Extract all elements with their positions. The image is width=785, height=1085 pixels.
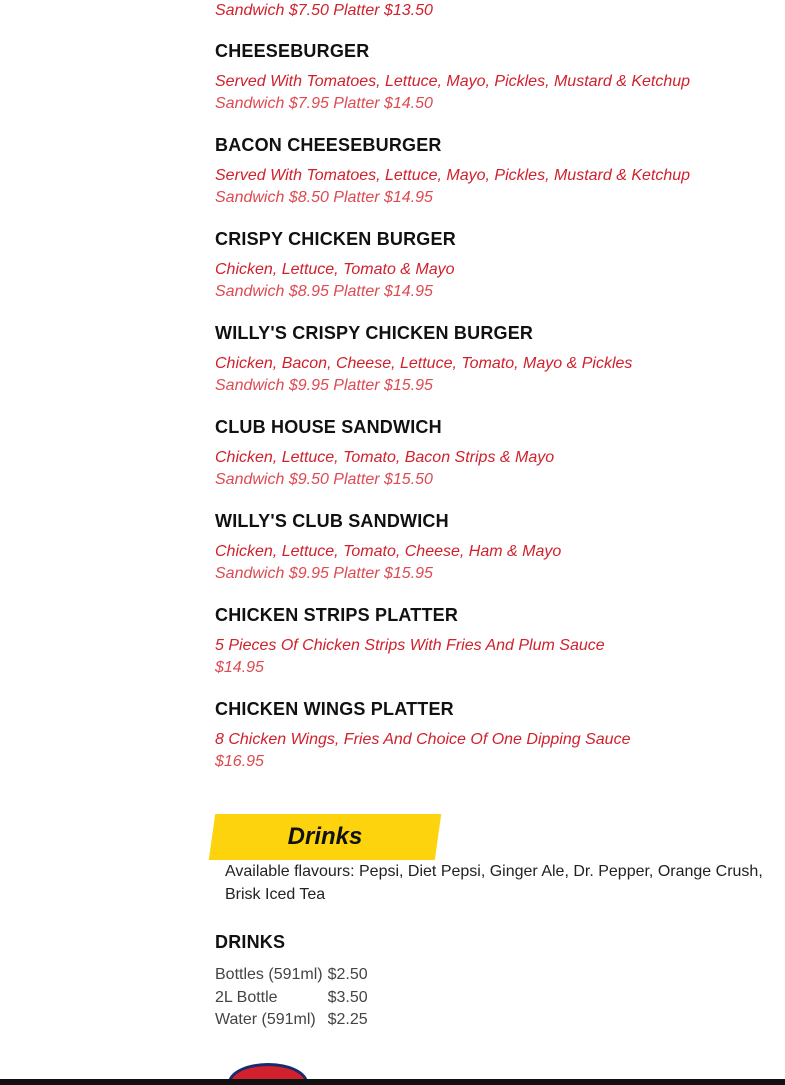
menu-item-description: Chicken, Lettuce, Tomato, Cheese, Ham & Mayo [215, 543, 562, 560]
menu-item-price: Sandwich $9.95 Platter $15.95 [215, 377, 433, 394]
drink-name: Bottles (591ml) [215, 966, 323, 983]
menu-item [215, 509, 775, 585]
table-row [215, 987, 368, 1010]
menu-item-price: Sandwich $8.95 Platter $14.95 [215, 283, 433, 300]
menu-list [215, 39, 775, 791]
menu-item-title: CLUB HOUSE SANDWICH [215, 417, 442, 437]
menu-item [215, 227, 775, 303]
table-row [215, 964, 368, 987]
drinks-flavours-text: Available flavours: Pepsi, Diet Pepsi, Ginger Ale, Dr. Pepper, Orange Crush, Brisk Iced Tea [225, 863, 763, 903]
drinks-banner-label: Drinks [287, 823, 363, 850]
menu-item-description: 5 Pieces Of Chicken Strips With Fries And Plum Sauce [215, 637, 605, 654]
menu-item-price: $14.95 [215, 659, 264, 676]
previous-item-price: Sandwich $7.50 Platter $13.50 [215, 2, 433, 19]
menu-item-price: Sandwich $9.95 Platter $15.95 [215, 565, 433, 582]
drink-price: $3.50 [327, 988, 368, 1006]
drinks-section-title: DRINKS [215, 932, 286, 952]
menu-item-title: CRISPY CHICKEN BURGER [215, 229, 456, 249]
menu-item-description: 8 Chicken Wings, Fries And Choice Of One Dipping Sauce [215, 731, 631, 748]
menu-item-description: Chicken, Bacon, Cheese, Lettuce, Tomato, Mayo & Pickles [215, 355, 633, 372]
table-row [215, 1009, 368, 1032]
menu-item [215, 133, 775, 209]
menu-item [215, 697, 775, 773]
menu-item [215, 321, 775, 397]
menu-item-description: Served With Tomatoes, Lettuce, Mayo, Pickles, Mustard & Ketchup [215, 167, 691, 184]
menu-item-description: Chicken, Lettuce, Tomato & Mayo [215, 261, 455, 278]
menu-item-price: Sandwich $9.50 Platter $15.50 [215, 471, 433, 488]
menu-item [215, 39, 775, 115]
menu-item [215, 603, 775, 679]
footer-bar [0, 1079, 785, 1085]
menu-item-price: Sandwich $8.50 Platter $14.95 [215, 189, 433, 206]
menu-item [215, 415, 775, 491]
menu-item-title: WILLY'S CLUB SANDWICH [215, 511, 449, 531]
menu-item-title: CHEESEBURGER [215, 41, 370, 61]
drink-price: $2.50 [327, 966, 368, 983]
menu-item-description: Served With Tomatoes, Lettuce, Mayo, Pickles, Mustard & Ketchup [215, 73, 691, 90]
drink-name: Water (591ml) [215, 1011, 316, 1028]
menu-item-price: $16.95 [215, 753, 264, 770]
menu-item-description: Chicken, Lettuce, Tomato, Bacon Strips & Mayo [215, 449, 555, 466]
menu-item-price: Sandwich $7.95 Platter $14.50 [215, 95, 433, 112]
menu-item-title: CHICKEN WINGS PLATTER [215, 699, 454, 719]
drink-name: 2L Bottle [215, 988, 278, 1006]
drinks-price-table [215, 964, 368, 1032]
menu-item-title: WILLY'S CRISPY CHICKEN BURGER [215, 323, 534, 343]
drink-price: $2.25 [327, 1011, 368, 1028]
menu-item-title: CHICKEN STRIPS PLATTER [215, 605, 459, 625]
menu-item-title: BACON CHEESEBURGER [215, 135, 442, 155]
